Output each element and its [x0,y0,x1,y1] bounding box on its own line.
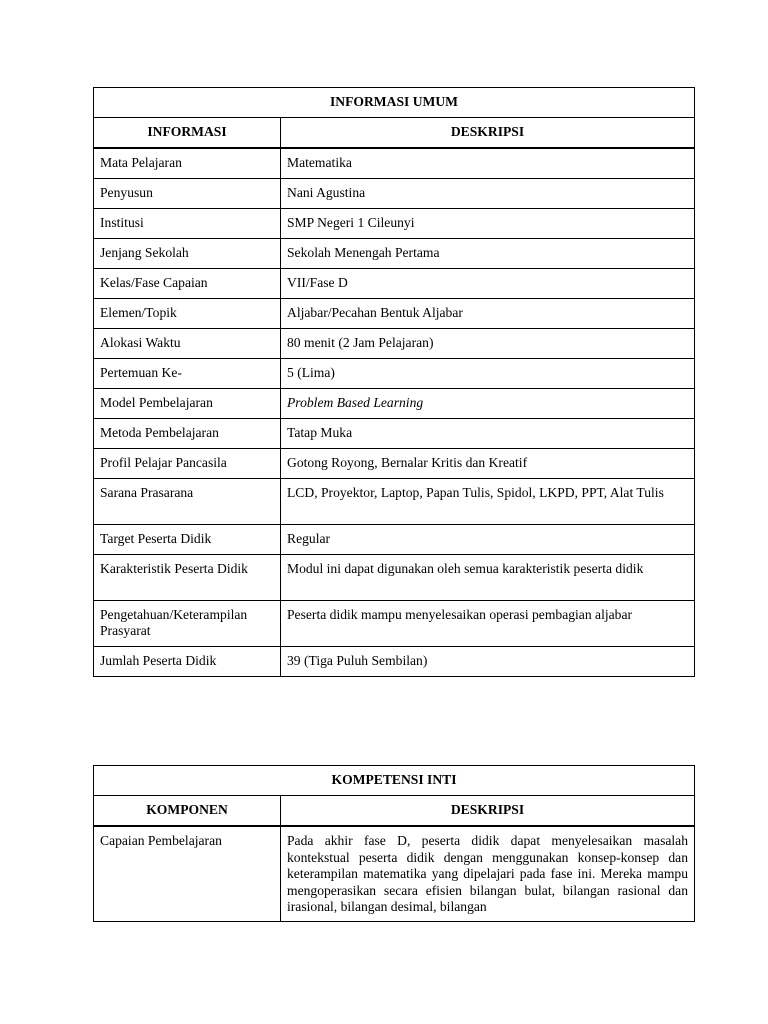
table-row [94,178,695,208]
column-header-komponen: KOMPONEN [94,796,281,827]
table-row [94,268,695,298]
table-header-row [94,796,695,827]
row-label: Pertemuan Ke- [94,358,281,388]
row-value: Pada akhir fase D, peserta didik dapat menyelesaikan masalah kontekstual peserta didik dengan menggunakan konsep-konsep dan keterampilan matematika yang dipelajari pada fase ini. Mereka mampu mengoperasikan secara efisien bilangan bulat, bilangan rasional dan irasional, bilangan desimal, bilangan [287,833,689,914]
table-row [94,478,695,524]
column-header-informasi: INFORMASI [94,118,281,149]
row-value: Nani Agustina [281,178,695,208]
row-label: Institusi [94,208,281,238]
row-label: Penyusun [94,178,281,208]
row-value: Peserta didik mampu menyelesaikan operasi pembagian aljabar [281,600,695,646]
row-label: Profil Pelajar Pancasila [94,448,281,478]
kompetensi-inti-table [93,765,695,922]
row-label: Alokasi Waktu [94,328,281,358]
table-row [94,524,695,554]
table-row [94,358,695,388]
table-row [94,418,695,448]
row-label: Capaian Pembelajaran [94,826,281,921]
table-row [94,554,695,600]
row-value: VII/Fase D [281,268,695,298]
row-label: Metoda Pembelajaran [94,418,281,448]
row-value: Aljabar/Pecahan Bentuk Aljabar [281,298,695,328]
table-header-row [94,118,695,149]
row-value: Regular [281,524,695,554]
table-row [94,826,695,921]
column-header-deskripsi: DESKRIPSI [281,118,695,149]
row-value: Modul ini dapat digunakan oleh semua karakteristik peserta didik [281,554,695,600]
row-label: Model Pembelajaran [94,388,281,418]
row-value-cell [281,826,695,921]
table-title: KOMPETENSI INTI [94,766,695,796]
table-row [94,328,695,358]
row-value: Gotong Royong, Bernalar Kritis dan Kreatif [281,448,695,478]
table-row [94,388,695,418]
row-label: Kelas/Fase Capaian [94,268,281,298]
row-value: Problem Based Learning [281,388,695,418]
row-value: SMP Negeri 1 Cileunyi [281,208,695,238]
row-label: Jumlah Peserta Didik [94,646,281,676]
row-label: Pengetahuan/Keterampilan Prasyarat [94,600,281,646]
table-title-row [94,766,695,796]
row-value: Sekolah Menengah Pertama [281,238,695,268]
table-row [94,238,695,268]
row-value: Matematika [281,148,695,178]
table-row [94,646,695,676]
row-value: 39 (Tiga Puluh Sembilan) [281,646,695,676]
row-label: Karakteristik Peserta Didik [94,554,281,600]
row-value: 5 (Lima) [281,358,695,388]
table-row [94,448,695,478]
row-label: Elemen/Topik [94,298,281,328]
row-label: Mata Pelajaran [94,148,281,178]
informasi-umum-table [93,87,695,677]
column-header-deskripsi: DESKRIPSI [281,796,695,827]
table-row [94,148,695,178]
row-value: 80 menit (2 Jam Pelajaran) [281,328,695,358]
row-label: Sarana Prasarana [94,478,281,524]
table-row [94,600,695,646]
table-title-row [94,88,695,118]
row-label: Jenjang Sekolah [94,238,281,268]
table-row [94,208,695,238]
table-title: INFORMASI UMUM [94,88,695,118]
table-row [94,298,695,328]
row-value: LCD, Proyektor, Laptop, Papan Tulis, Spidol, LKPD, PPT, Alat Tulis [281,478,695,524]
row-label: Target Peserta Didik [94,524,281,554]
row-value: Tatap Muka [281,418,695,448]
